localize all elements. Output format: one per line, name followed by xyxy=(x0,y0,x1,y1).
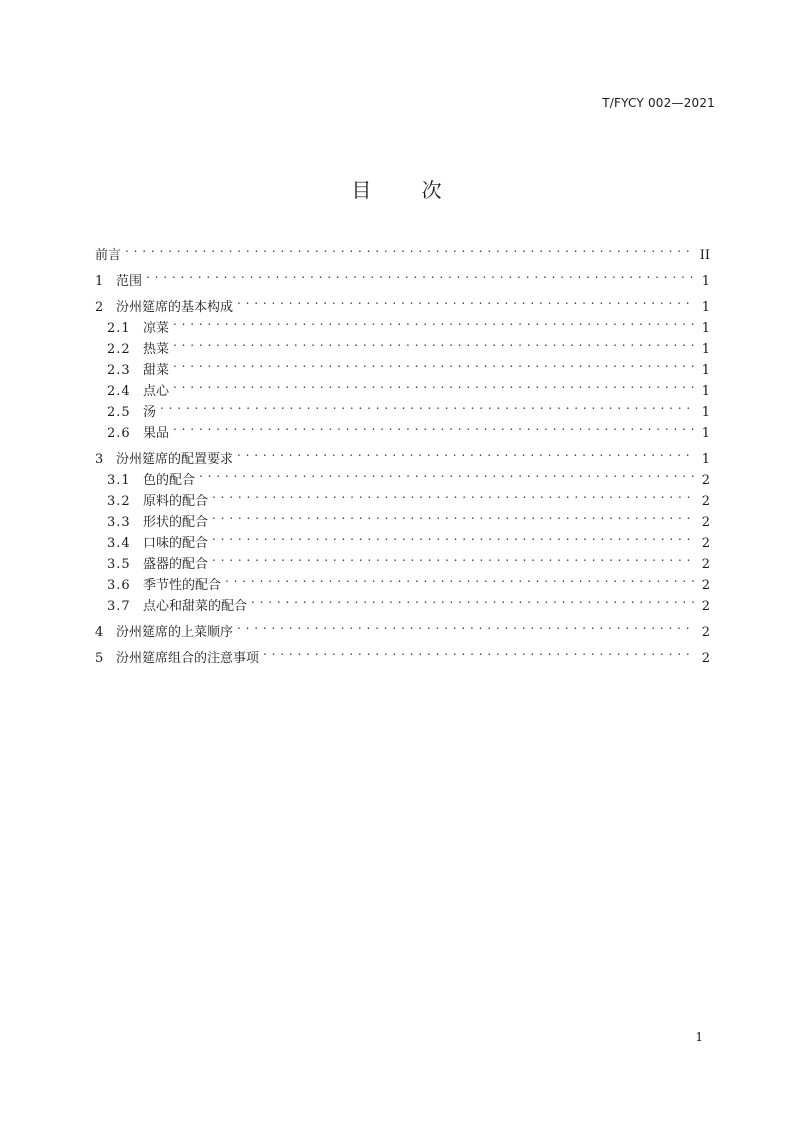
toc-dot-leader xyxy=(173,311,694,332)
toc-entry[interactable] xyxy=(95,290,710,315)
toc-entry-label: 果品 xyxy=(143,426,170,441)
toc-entry-page-number: 2 xyxy=(701,625,710,640)
toc-entry-page-number: 2 xyxy=(701,599,710,614)
toc-entry-label: 形状的配合 xyxy=(143,515,209,530)
toc-entry-label: 范围 xyxy=(116,274,143,289)
toc-entry-label: 汾州筵席组合的注意事项 xyxy=(116,651,260,666)
toc-entry-page-number: 2 xyxy=(701,578,710,593)
toc-entry-number: 3.7 xyxy=(107,599,131,614)
toc-entry-label: 汤 xyxy=(143,405,157,420)
toc-entry-number: 3.1 xyxy=(107,473,131,488)
toc-dot-leader xyxy=(125,238,694,259)
toc-entry[interactable] xyxy=(95,395,710,420)
toc-dot-leader xyxy=(251,589,694,610)
toc-dot-leader xyxy=(146,264,694,285)
document-code: T/FYCY 002—2021 xyxy=(602,96,715,110)
toc-dot-leader xyxy=(160,395,694,416)
toc-entry-page-number: 1 xyxy=(701,452,710,467)
toc-entry-page-number: 2 xyxy=(701,651,710,666)
toc-entry-label: 盛器的配合 xyxy=(143,557,209,572)
toc-entry-page-number: 1 xyxy=(701,321,710,336)
toc-entry-page-number: 2 xyxy=(701,515,710,530)
toc-dot-leader xyxy=(173,416,694,437)
toc-entry[interactable] xyxy=(95,332,710,357)
toc-entry-page-number: 1 xyxy=(701,405,710,420)
toc-entry-page-number: II xyxy=(699,248,710,263)
toc-entry-label: 前言 xyxy=(95,248,122,263)
toc-dot-leader xyxy=(237,290,694,311)
toc-entry-number: 2.6 xyxy=(107,426,131,441)
page-title: 目 次 xyxy=(351,178,464,202)
toc-entry-label: 热菜 xyxy=(143,342,170,357)
toc-dot-leader xyxy=(237,442,694,463)
toc-dot-leader xyxy=(199,463,694,484)
toc-entry-number: 2 xyxy=(95,300,104,315)
toc-entry-page-number: 1 xyxy=(701,384,710,399)
toc-entry-number: 4 xyxy=(95,625,104,640)
toc-dot-leader xyxy=(212,505,694,526)
toc-entry-page-number: 1 xyxy=(701,363,710,378)
toc-entry-label: 点心和甜菜的配合 xyxy=(143,599,248,614)
toc-dot-leader xyxy=(225,568,694,589)
toc-dot-leader xyxy=(173,332,694,353)
toc-entry-page-number: 1 xyxy=(701,274,710,289)
toc-entry[interactable] xyxy=(95,416,710,441)
toc-entry-number: 3.5 xyxy=(107,557,131,572)
toc-entry-label: 甜菜 xyxy=(143,363,170,378)
toc-entry-page-number: 1 xyxy=(701,342,710,357)
table-of-contents xyxy=(95,238,710,666)
toc-dot-leader xyxy=(173,374,694,395)
toc-entry[interactable] xyxy=(95,374,710,399)
toc-entry-label: 口味的配合 xyxy=(143,536,209,551)
toc-dot-leader xyxy=(212,484,694,505)
toc-entry-number: 5 xyxy=(95,651,104,666)
toc-entry-number: 1 xyxy=(95,274,104,289)
toc-dot-leader xyxy=(173,353,694,374)
toc-entry-label: 凉菜 xyxy=(143,321,170,336)
toc-entry[interactable] xyxy=(95,641,710,666)
toc-entry-number: 2.2 xyxy=(107,342,131,357)
toc-entry-number: 3.3 xyxy=(107,515,131,530)
toc-dot-leader xyxy=(212,547,694,568)
toc-entry[interactable] xyxy=(95,353,710,378)
footer-page-number: 1 xyxy=(695,1030,703,1044)
toc-entry-page-number: 2 xyxy=(701,494,710,509)
toc-entry[interactable] xyxy=(95,442,710,467)
toc-entry-number: 3.4 xyxy=(107,536,131,551)
toc-entry-label: 原料的配合 xyxy=(143,494,209,509)
toc-entry-number: 2.4 xyxy=(107,384,131,399)
toc-entry-number: 3.6 xyxy=(107,578,131,593)
toc-entry[interactable] xyxy=(95,615,710,640)
toc-entry-page-number: 1 xyxy=(701,300,710,315)
toc-entry-page-number: 2 xyxy=(701,557,710,572)
toc-dot-leader xyxy=(237,615,694,636)
toc-entry-number: 3.2 xyxy=(107,494,131,509)
toc-entry-number: 2.3 xyxy=(107,363,131,378)
toc-entry[interactable] xyxy=(95,264,710,289)
toc-dot-leader xyxy=(212,526,694,547)
toc-entry-label: 汾州筵席的配置要求 xyxy=(116,452,234,467)
toc-entry-number: 2.5 xyxy=(107,405,131,420)
toc-entry-number: 3 xyxy=(95,452,104,467)
toc-dot-leader xyxy=(263,641,694,662)
toc-entry-label: 点心 xyxy=(143,384,170,399)
toc-entry[interactable] xyxy=(95,311,710,336)
toc-entry-page-number: 1 xyxy=(701,426,710,441)
toc-entry[interactable] xyxy=(95,238,710,263)
toc-entry-label: 汾州筵席的基本构成 xyxy=(116,300,234,315)
toc-entry-number: 2.1 xyxy=(107,321,131,336)
toc-entry-page-number: 2 xyxy=(701,536,710,551)
toc-entry-label: 季节性的配合 xyxy=(143,578,222,593)
toc-entry-page-number: 2 xyxy=(701,473,710,488)
toc-entry-label: 色的配合 xyxy=(143,473,196,488)
toc-entry-label: 汾州筵席的上菜顺序 xyxy=(116,625,234,640)
